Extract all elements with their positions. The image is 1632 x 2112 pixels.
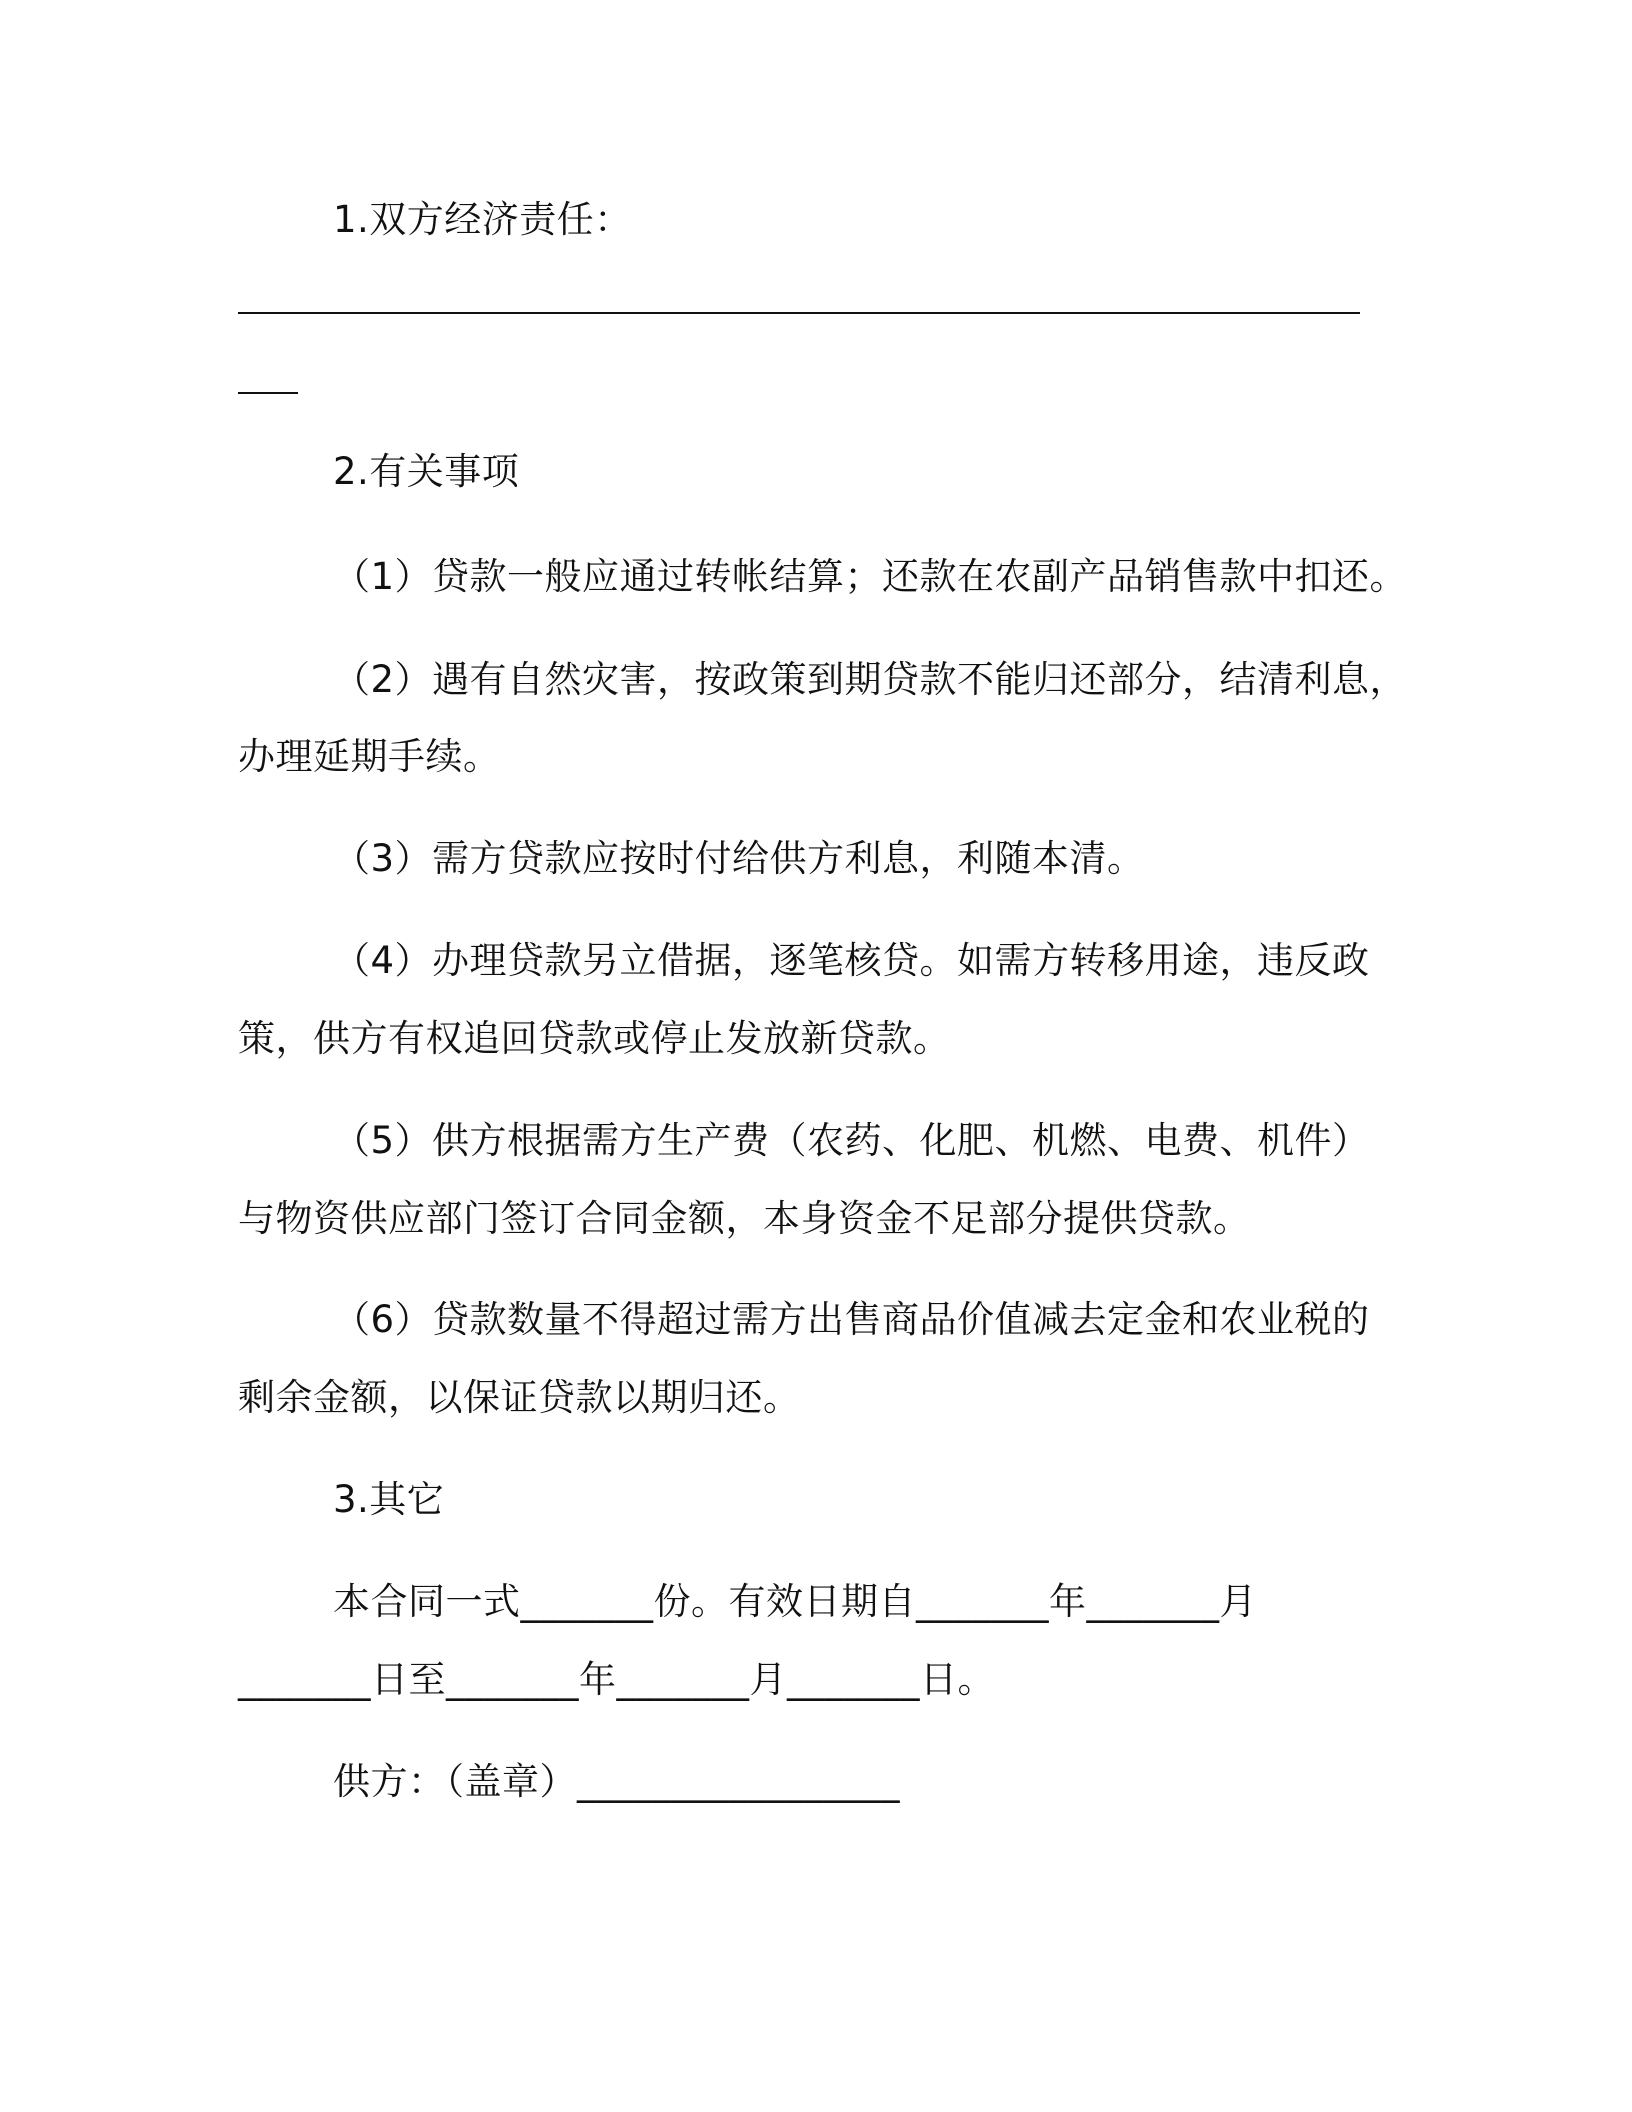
item-6-line-1: （6）贷款数量不得超过需方出售商品价值减去定金和农业税的: [333, 1298, 1370, 1341]
section1-heading: 1.双方经济责任：: [333, 198, 632, 241]
item-5-line-1: （5）供方根据需方生产费（农药、化肥、机燃、电费、机件）: [333, 1119, 1370, 1162]
item-5-line-2: 与物资供应部门签订合同金额，本身资金不足部分提供贷款。: [238, 1197, 1251, 1240]
item-2-line-1: （2）遇有自然灾害，按政策到期贷款不能归还部分，结清利息，: [333, 658, 1408, 701]
item-2-line-2: 办理延期手续。: [238, 735, 501, 778]
copies-line-1: 本合同一式_______份。有效日期自_______年_______月: [333, 1580, 1257, 1623]
section3-heading: 3.其它: [333, 1478, 445, 1521]
item-6-line-2: 剩余金额，以保证贷款以期归还。: [238, 1376, 801, 1419]
item-4-line-2: 策，供方有权追回贷款或停止发放新贷款。: [238, 1017, 951, 1060]
item-3-line-1: （3）需方贷款应按时付给供方利息，利随本清。: [333, 837, 1145, 880]
section2-heading: 2.有关事项: [333, 450, 520, 493]
blank-line-1: [238, 312, 1360, 314]
blank-line-2: [238, 392, 298, 394]
item-4-line-1: （4）办理贷款另立借据，逐笔核贷。如需方转移用途，违反政: [333, 939, 1370, 982]
item-1-line-1: （1）贷款一般应通过转帐结算；还款在农副产品销售款中扣还。: [333, 555, 1408, 598]
copies-line-2: _______日至_______年_______月_______日。: [238, 1658, 995, 1701]
supplier-seal-line: 供方：（盖章）_________________: [333, 1760, 900, 1803]
